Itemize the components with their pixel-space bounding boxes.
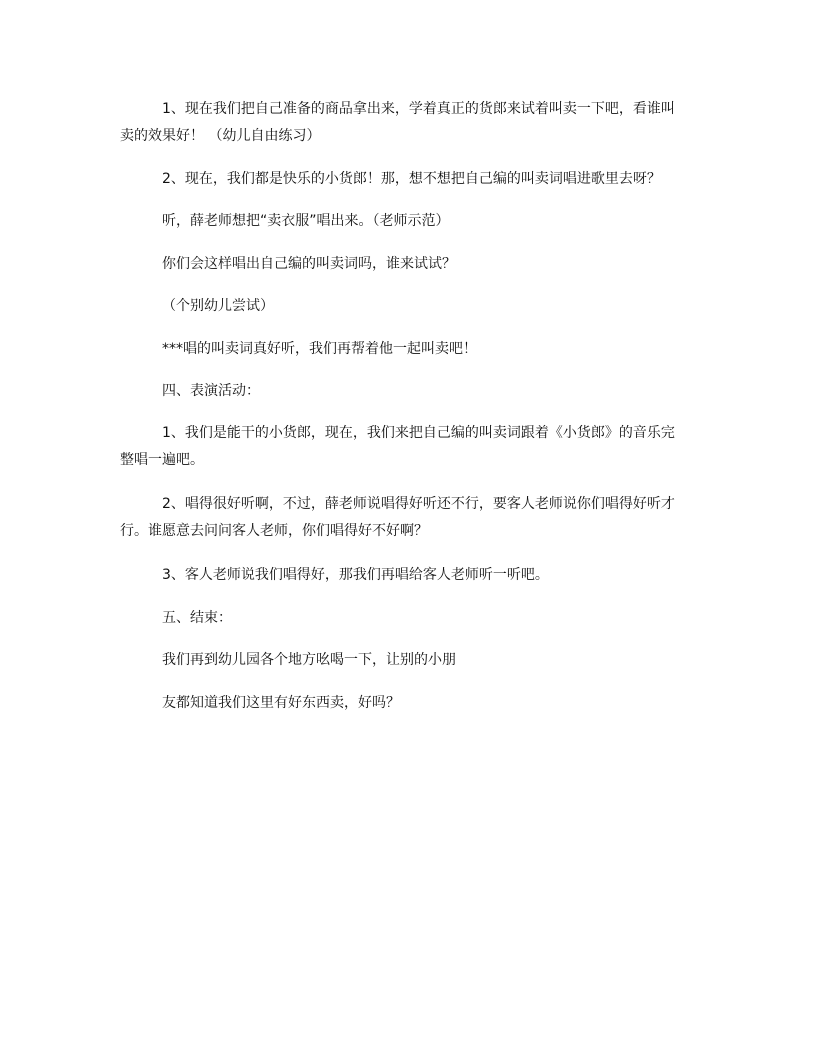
paragraph-3: 听，薛老师想把“卖衣服”唱出来。（老师示范）	[162, 213, 450, 229]
paragraph-11: 友都知道我们这里有好东西卖，好吗？	[162, 695, 400, 711]
paragraph-2: 2、现在，我们都是快乐的小货郎！那，想不想把自己编的叫卖词唱进歌里去呀？	[162, 171, 661, 187]
paragraph-9: 3、客人老师说我们唱得好，那我们再唱给客人老师听一听吧。	[162, 567, 549, 583]
section-heading-5: 五、结束：	[162, 610, 232, 626]
paragraph-10: 我们再到幼儿园各个地方吆喝一下，让别的小朋	[162, 652, 456, 668]
paragraph-1: 1、现在我们把自己准备的商品拿出来，学着真正的货郎来试着叫卖一下吧，看谁叫卖的效果好！ （幼儿自由练习）	[120, 101, 675, 144]
paragraph-8: 2、唱得很好听啊，不过，薛老师说唱得好听还不行，要客人老师说你们唱得好听才行。谁愿意去问问客人老师，你们唱得好不好啊？	[120, 496, 675, 539]
section-heading-4: 四、表演活动：	[162, 383, 260, 399]
paragraph-5: （个别幼儿尝试）	[162, 298, 274, 314]
paragraph-4: 你们会这样唱出自己编的叫卖词吗，谁来试试？	[162, 256, 456, 272]
paragraph-7: 1、我们是能干的小货郎，现在，我们来把自己编的叫卖词跟着《小货郎》的音乐完整唱一遍吧。	[120, 425, 675, 468]
paragraph-6: ***唱的叫卖词真好听，我们再帮着他一起叫卖吧！	[162, 341, 477, 357]
